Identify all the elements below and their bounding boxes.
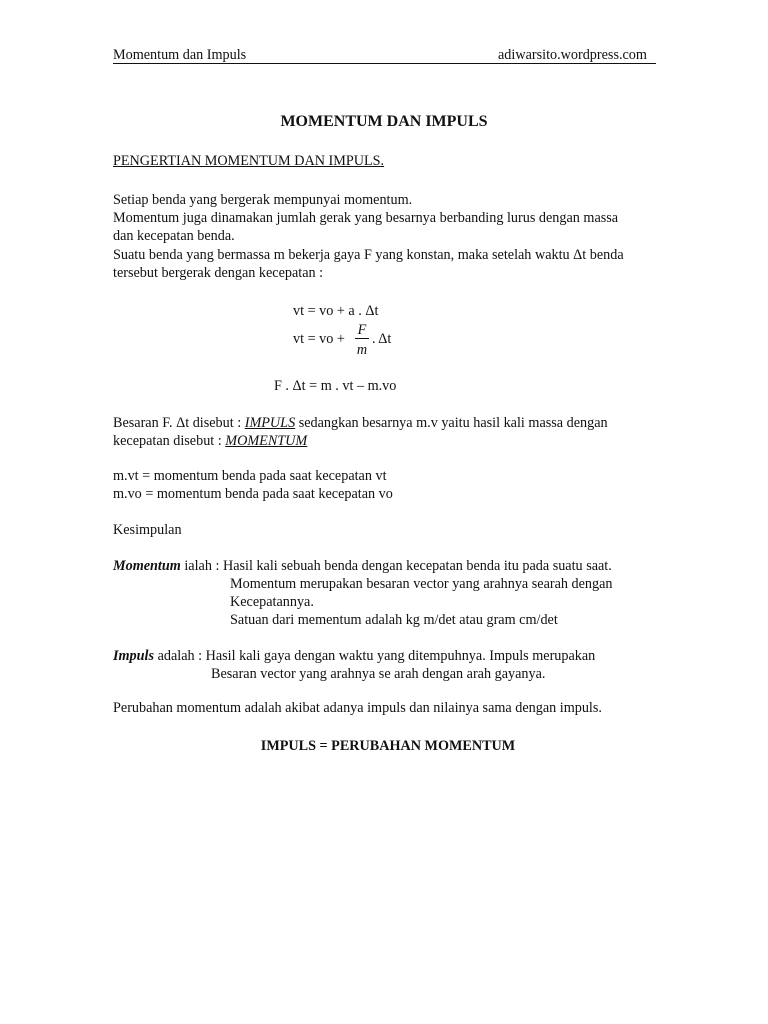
momentum-def-line-1 <box>113 557 612 575</box>
momentum-def-lead: ialah : Hasil kali sebuah benda dengan kecepatan benda itu pada suatu saat. <box>180 558 612 574</box>
impuls-term: IMPULS <box>244 415 296 431</box>
impuls-def-line-2: Besaran vector yang arahnya se arah dengan arah gayanya. <box>211 666 546 682</box>
header-website: adiwarsito.wordpress.com <box>498 47 647 63</box>
equation-1: vt = vo + a . Δt <box>293 303 379 319</box>
equation-2-right: . Δt <box>372 331 392 347</box>
intro-line-1: Setiap benda yang bergerak mempunyai momentum. <box>113 192 413 208</box>
header-title: Momentum dan Impuls <box>113 47 247 63</box>
besaran-text-2: sedangkan besarnya m.v yaitu hasil kali massa dengan <box>295 415 608 431</box>
fraction-bar <box>355 338 369 339</box>
kesimpulan-label: Kesimpulan <box>113 522 182 538</box>
momentum-def-line-2: Momentum merupakan besaran vector yang arahnya searah dengan <box>230 576 613 592</box>
perubahan-text: Perubahan momentum adalah akibat adanya impuls dan nilainya sama dengan impuls. <box>113 700 602 716</box>
impuls-def-lead: adalah : Hasil kali gaya dengan waktu yang ditempuhnya. Impuls merupakan <box>154 648 596 664</box>
intro-line-2: Momentum juga dinamakan jumlah gerak yang besarnya berbanding lurus dengan massa <box>113 210 619 226</box>
besaran-text-1: Besaran F. Δt disebut : <box>113 415 245 431</box>
momentum-term: MOMENTUM <box>225 433 308 449</box>
section-heading: PENGERTIAN MOMENTUM DAN IMPULS. <box>113 153 385 169</box>
impuls-def-term: Impuls <box>113 648 155 664</box>
intro-line-4: Suatu benda yang bermassa m bekerja gaya F yang konstan, maka setelah waktu Δt benda <box>113 247 624 263</box>
equation-3: F . Δt = m . vt – m.vo <box>274 378 397 394</box>
intro-line-3: dan kecepatan benda. <box>113 228 235 244</box>
impuls-def-line-1 <box>113 647 595 665</box>
equation-2-left: vt = vo + <box>293 331 345 347</box>
page-title: MOMENTUM DAN IMPULS <box>280 113 488 130</box>
besaran-line-1 <box>113 414 608 432</box>
fraction-numerator: F <box>357 322 367 338</box>
definition-mvo: m.vo = momentum benda pada saat kecepatan vo <box>113 486 393 502</box>
conclusion-formula: IMPULS = PERUBAHAN MOMENTUM <box>260 738 516 754</box>
besaran-text-3: kecepatan disebut : <box>113 433 226 449</box>
momentum-def-line-3: Kecepatannya. <box>230 594 314 610</box>
header-rule <box>113 63 656 64</box>
fraction-denominator: m <box>356 342 368 358</box>
momentum-def-term: Momentum <box>113 558 181 574</box>
momentum-def-line-4: Satuan dari mementum adalah kg m/det atau gram cm/det <box>230 612 558 628</box>
definition-mvt: m.vt = momentum benda pada saat kecepatan vt <box>113 468 387 484</box>
intro-line-5: tersebut bergerak dengan kecepatan : <box>113 265 324 281</box>
besaran-line-2 <box>113 432 307 450</box>
